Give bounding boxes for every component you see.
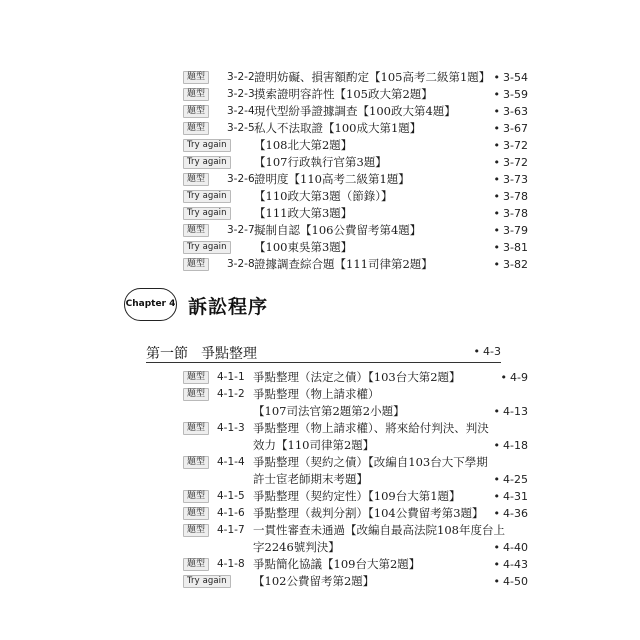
- toc-entry[interactable]: [0, 454, 640, 471]
- entry-title: 【108北大第2題】: [254, 138, 353, 152]
- entry-number: 4-1-6: [217, 507, 245, 519]
- toc-entry[interactable]: [0, 120, 640, 137]
- entry-tag: 題型: [183, 88, 209, 101]
- toc-entry[interactable]: [0, 522, 640, 539]
- toc-entry[interactable]: [0, 154, 640, 171]
- toc-entry[interactable]: [0, 573, 640, 590]
- entry-title: 私人不法取證【100成大第1題】: [254, 121, 422, 135]
- entry-title: 證明妨礙、損害額酌定【105高考二級第1題】: [254, 70, 491, 84]
- entry-title: 許士宦老師期末考題】: [253, 472, 368, 486]
- toc-entry-continuation[interactable]: [0, 539, 640, 556]
- entry-tag: Try again: [183, 575, 231, 588]
- entry-number: 3-2-6: [227, 173, 255, 185]
- section-label: 第一節: [146, 346, 188, 362]
- entry-tag: Try again: [183, 156, 231, 169]
- entry-title: 爭點整理（法定之債）【103台大第2題】: [253, 370, 461, 384]
- entry-page: • 4-18: [493, 439, 528, 452]
- entry-tag: 題型: [183, 524, 209, 537]
- entry-page: • 3-54: [493, 71, 528, 84]
- entry-tag: 題型: [183, 258, 209, 271]
- entry-number: 4-1-2: [217, 388, 245, 400]
- entry-tag: 題型: [183, 507, 209, 520]
- entry-title: 【110政大第3題（節錄）】: [254, 189, 393, 203]
- entry-number: 3-2-2: [227, 71, 255, 83]
- entry-tag: 題型: [183, 456, 209, 469]
- entry-title: 證據調查綜合題【111司律第2題】: [254, 257, 433, 271]
- entry-number: 3-2-8: [227, 258, 255, 270]
- entry-title: 一貫性審查未通過【改編自最高法院108年度台上: [253, 523, 505, 537]
- entry-tag: 題型: [183, 490, 209, 503]
- entry-page: • 4-36: [493, 507, 528, 520]
- chapter-badge: Chapter 4: [124, 288, 177, 321]
- entry-page: • 3-72: [493, 156, 528, 169]
- entry-title: 爭點簡化協議【109台大第2題】: [253, 557, 421, 571]
- entry-title: 爭點整理（裁判分割）【104公費留考第3題】: [253, 506, 484, 520]
- entry-page: • 3-67: [493, 122, 528, 135]
- entry-page: • 4-25: [493, 473, 528, 486]
- entry-title: 擬制自認【106公費留考第4題】: [254, 223, 422, 237]
- entry-page: • 3-78: [493, 207, 528, 220]
- entry-tag: Try again: [183, 207, 231, 220]
- toc-entry[interactable]: [0, 556, 640, 573]
- toc-entry[interactable]: [0, 205, 640, 222]
- entry-tag: 題型: [183, 122, 209, 135]
- entry-tag: Try again: [183, 241, 231, 254]
- entry-number: 4-1-8: [217, 558, 245, 570]
- entry-page: • 3-59: [493, 88, 528, 101]
- toc-entry[interactable]: [0, 86, 640, 103]
- entry-tag: 題型: [183, 105, 209, 118]
- entry-page: • 3-63: [493, 105, 528, 118]
- entry-title: 【100東吳第3題】: [254, 240, 353, 254]
- entry-tag: 題型: [183, 71, 209, 84]
- entry-page: • 3-73: [493, 173, 528, 186]
- toc-entry[interactable]: [0, 103, 640, 120]
- entry-title: 爭點整理（契約之債）【改編自103台大下學期: [253, 455, 488, 469]
- entry-title: 效力【110司律第2題】: [253, 438, 375, 452]
- entry-number: 4-1-3: [217, 422, 245, 434]
- toc-entry[interactable]: [0, 488, 640, 505]
- entry-tag: 題型: [183, 173, 209, 186]
- toc-entry[interactable]: [0, 222, 640, 239]
- entry-tag: Try again: [183, 190, 231, 203]
- entry-page: • 3-78: [493, 190, 528, 203]
- toc-entry[interactable]: [0, 188, 640, 205]
- entry-title: 爭點整理（契約定性）【109台大第1題】: [253, 489, 461, 503]
- entry-number: 3-2-7: [227, 224, 255, 236]
- entry-title: 【107司法官第2題第2小題】: [253, 404, 405, 418]
- entry-title: 字2246號判決】: [253, 540, 340, 554]
- entry-number: 4-1-4: [217, 456, 245, 468]
- entry-title: 【107行政執行官第3題】: [254, 155, 387, 169]
- toc-entry[interactable]: [0, 69, 640, 86]
- entry-tag: 題型: [183, 371, 209, 384]
- section-name: 爭點整理: [201, 346, 257, 362]
- entry-title: 【111政大第3題】: [254, 206, 353, 220]
- entry-page: • 3-82: [493, 258, 528, 271]
- entry-title: 爭點整理（物上請求權）: [253, 387, 380, 401]
- entry-page: • 3-81: [493, 241, 528, 254]
- entry-page: • 3-79: [493, 224, 528, 237]
- entry-title: 證明度【110高考二級第1題】: [254, 172, 410, 186]
- toc-entry[interactable]: [0, 420, 640, 437]
- toc-entry[interactable]: [0, 171, 640, 188]
- entry-page: • 4-31: [493, 490, 528, 503]
- entry-number: 3-2-5: [227, 122, 255, 134]
- chapter-title[interactable]: 訴訟程序: [188, 296, 269, 318]
- toc-entry-continuation[interactable]: [0, 403, 640, 420]
- entry-tag: Try again: [183, 139, 231, 152]
- entry-page: • 4-50: [493, 575, 528, 588]
- entry-number: 4-1-1: [217, 371, 245, 383]
- toc-entry[interactable]: [0, 256, 640, 273]
- toc-entry[interactable]: [0, 137, 640, 154]
- toc-entry-continuation[interactable]: [0, 437, 640, 454]
- entry-tag: 題型: [183, 558, 209, 571]
- entry-title: 【102公費留考第2題】: [253, 574, 375, 588]
- entry-page: • 4-13: [493, 405, 528, 418]
- entry-number: 3-2-4: [227, 105, 255, 117]
- section-heading[interactable]: [146, 341, 501, 363]
- entry-title: 現代型紛爭證據調查【100政大第4題】: [254, 104, 456, 118]
- entry-tag: 題型: [183, 388, 209, 401]
- toc-entry-continuation[interactable]: [0, 471, 640, 488]
- toc-entry[interactable]: [0, 369, 640, 386]
- entry-tag: 題型: [183, 224, 209, 237]
- entry-number: 4-1-5: [217, 490, 245, 502]
- entry-page: • 4-9: [500, 371, 528, 384]
- entry-number: 3-2-3: [227, 88, 255, 100]
- toc-entry[interactable]: [0, 239, 640, 256]
- toc-entry[interactable]: [0, 386, 640, 403]
- entry-number: 4-1-7: [217, 524, 245, 536]
- entry-title: 摸索證明容許性【105政大第2題】: [254, 87, 433, 101]
- entry-page: • 3-72: [493, 139, 528, 152]
- entry-page: • 4-40: [493, 541, 528, 554]
- toc-entry[interactable]: [0, 505, 640, 522]
- section-page: • 4-3: [473, 345, 501, 358]
- entry-tag: 題型: [183, 422, 209, 435]
- entry-title: 爭點整理（物上請求權）、將來給付判決、判決: [253, 421, 489, 435]
- entry-page: • 4-43: [493, 558, 528, 571]
